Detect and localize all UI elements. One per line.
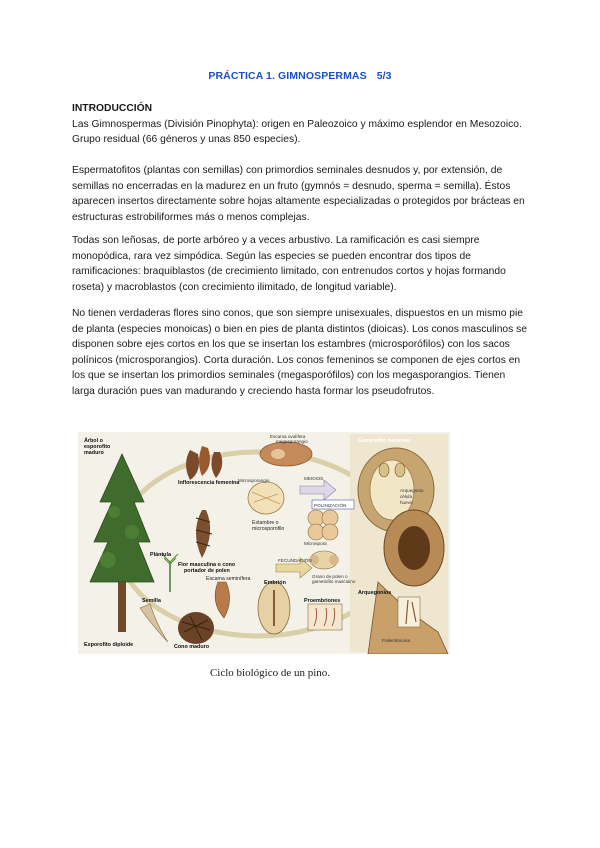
label-embrion: Embrión	[264, 580, 286, 586]
label-escama-seminifera: Escama seminífera	[206, 576, 251, 582]
label-poliembrionia: Poliembrionía	[382, 638, 411, 643]
tetrad-cell-icon-3	[308, 524, 324, 540]
figure-caption: Ciclo biológico de un pino.	[209, 667, 331, 679]
label-esporofito: esporofito	[84, 444, 111, 450]
ovule-icon	[271, 449, 285, 459]
label-cono-maduro: Cono maduro	[174, 644, 210, 650]
label-estambre-1: Estambre o	[252, 520, 279, 526]
archegonium-icon	[379, 463, 389, 477]
label-huevo: huevo	[400, 500, 413, 505]
label-grano-polen-2: gametofito masculino	[312, 579, 356, 584]
seed-core-icon	[398, 526, 430, 570]
meiosis-arrow-icon	[300, 480, 336, 500]
intro-paragraph-1	[72, 101, 530, 148]
label-megasporangio: megasporangio	[276, 439, 308, 444]
ovuliferous-scale-icon	[260, 442, 312, 466]
label-microspora: Microspora	[304, 541, 327, 546]
intro-paragraph-4: No tienen verdaderas flores sino conos, que son siempre unisexuales, dispuestos en un mismo pie de planta (especies monoicas) o bien en pies de planta distintos (dioicas). Los conos masculinos se disponen sobre ejes cortos en los que se insertan los estambres (microsporófilos) con los sacos polínicos (microsporangios). Corta duración. Los conos femeninos se componen de ejes cortos en los que se insertan los primordios seminales (megasporófilos) con los megasporangios. Tienen larga duración pues van madurando y creciendo hasta formar los pseudofrutos.	[72, 308, 528, 397]
pine-tree-icon	[90, 454, 154, 582]
page-reference: 5/3	[376, 70, 392, 82]
label-semilla: Semilla	[142, 598, 161, 604]
label-plantula: Plántula	[150, 552, 171, 558]
label-esporofito-diploide: Esporofito diploide	[84, 642, 134, 648]
pine-life-cycle-figure	[78, 432, 450, 654]
section-heading: INTRODUCCIÓN	[72, 103, 153, 114]
pine-foliage-icon-2	[125, 525, 139, 539]
proembryo-box-icon	[308, 604, 342, 630]
label-arquegonio: Arquegonio	[400, 488, 424, 493]
label-arbol: Árbol o	[84, 438, 103, 444]
intro-paragraph-3: Todas son leñosas, de porte arbóreo y a veces arbustivo. La ramificación es casi siempre monopódica, rara vez simpódica. Según las especies se pueden encontrar dos tipos de ramificaciones: braquiblastos (de crecimiento limitado, con entrenudos cortos y hojas formando roseta) y macroblastos (con crecimiento ilimitado, de longitud variable).	[72, 235, 506, 293]
tetrad-cell-icon	[308, 510, 324, 526]
label-microsporangio: Microsporangio	[238, 478, 270, 483]
label-maduro: maduro	[84, 450, 104, 456]
female-cone-icon-3	[211, 452, 222, 478]
tetrad-cell-icon-4	[322, 524, 338, 540]
pine-foliage-icon-3	[100, 552, 116, 568]
label-fecundacion: FECUNDACIÓN	[278, 558, 312, 563]
label-arquegonios: Arquegonios	[358, 590, 392, 596]
seminiferous-scale-icon	[215, 582, 229, 618]
embryo-box-icon	[398, 597, 420, 627]
label-flor-masculina-1: Flor masculina o cono	[178, 562, 236, 568]
label-estambre-2: microsporofilo	[252, 526, 285, 532]
intro-paragraph-2: Espermatofitos (plantas con semillas) con primordios seminales desnudos y, por extensión, de semillas no encerradas en la madurez en un fruto (gymnós = desnudo, sperma = semilla). Éstos aparecen insertos directamente sobre hojas altamente especializadas o protegidos por brácteas en estructuras estrobiliformes más o menos complejas.	[72, 165, 525, 223]
label-inflorescencia: Inflorescencia femenina	[178, 480, 240, 486]
pollen-sac-icon-2	[329, 555, 339, 565]
label-proembriones: Proembriones	[304, 598, 341, 604]
label-polinizacion: POLINIZACIÓN	[314, 503, 347, 508]
female-cone-icon-2	[199, 446, 210, 476]
tetrad-cell-icon-2	[322, 510, 338, 526]
life-cycle-diagram	[78, 432, 450, 654]
male-cone-icon	[196, 510, 210, 558]
page-title	[0, 70, 600, 82]
title-text: PRÁCTICA 1. GIMNOSPERMAS	[208, 70, 367, 82]
label-gametofito: Gametofito haploide	[358, 438, 411, 444]
label-meiosis: MEIOSIS	[304, 476, 324, 481]
label-celula: célula	[400, 494, 413, 499]
pine-foliage-icon	[108, 506, 120, 518]
intro-text-1: Las Gimnospermas (División Pinophyta): origen en Paleozoico y máximo esplendor en Mesozoico. Grupo residual (66 géneros y unas 850 especies).	[72, 118, 522, 145]
label-grano-polen-1: Grano de polen o	[312, 574, 348, 579]
female-cone-icon	[186, 450, 199, 480]
label-escama-ovulifera: Escama ovulífera	[270, 434, 306, 439]
label-flor-masculina-2: portador de polen	[184, 568, 230, 574]
archegonium-icon-2	[395, 463, 405, 477]
